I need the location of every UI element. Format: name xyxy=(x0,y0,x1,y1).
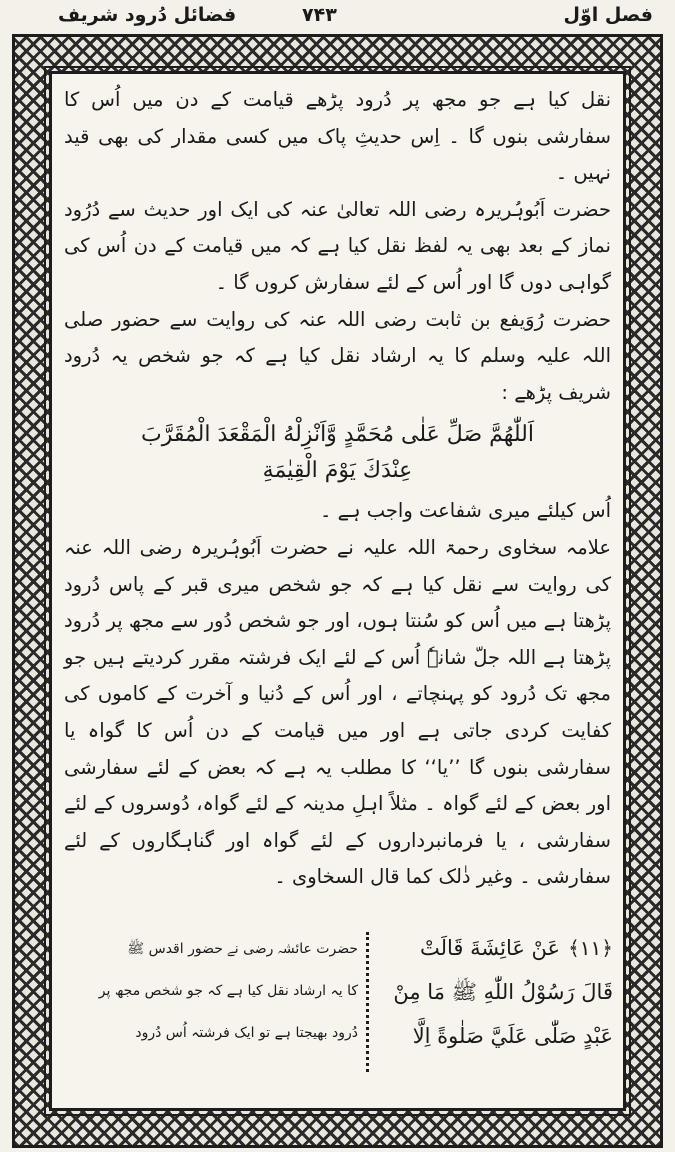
hadith-translation-line: حضرت عائشہ رضی نے حضور اقدس ﷺ xyxy=(127,941,358,957)
book-title: فضائل دُرود شریف xyxy=(58,4,237,26)
body-text xyxy=(64,82,611,896)
hadith-translation-line: کا یہ ارشاد نقل کیا ہے کہ جو شخص مجھ پر xyxy=(98,983,358,999)
paragraph: نقل کیا ہے جو مجھ پر دُرود پڑھے قیامت کے دن میں اُس کا سفارشی بنوں گا ۔ اِس حدیثِ پاک میں کسی مقدار کی بھی قید نہیں ۔ xyxy=(64,88,611,185)
text-panel xyxy=(49,71,626,1111)
hadith-translation-line: دُرود بھیجتا ہے تو ایک فرشتہ اُس دُرود xyxy=(135,1025,358,1041)
verse-line: عِنْدَكَ يَوْمَ الْقِيٰمَةِ xyxy=(262,458,413,484)
paragraph: حضرت رُوَیفع بن ثابت رضی اللہ عنہ کی روایت سے حضور صلی اللہ علیہ وسلم کا یہ ارشاد نقل کیا ہے کہ جو شخص یہ دُرود شریف پڑھے : xyxy=(64,307,611,404)
paragraph: علامہ سخاوی رحمۃ اللہ علیہ نے حضرت اَبُوہُریرہ رضی اللہ عنہ کی روایت سے نقل کیا ہے کہ جو شخص میری قبر کے پاس دُرود پڑھتا ہے میں اُس کو سُنتا ہوں، اور جو شخص دُور سے مجھ پر دُرود پڑھتا ہے اللہ جلّ شانہٗ اُس کے لئے ایک فرشتہ مقرر کردیتے ہیں جو مجھ تک دُرود کو پہنچاتے ، اور اُس کے دُنیا و آخرت کے کاموں کی کفایت کردی جاتی ہے اور میں قیامت کے دن اُس کا گواہ یا سفارشی بنوں گا ’’یا‘‘ کا مطلب یہ ہے کہ بعض کے لئے سفارشی اور بعض کے لئے گواہ ۔ مثلاً اہلِ مدینہ کے لئے گواہ، دُوسروں کے لئے سفارشی ، یا فرمانبرداروں کے لئے گواہ اور گناہگاروں کے لئے سفارشی ۔ وغیر ذٰلک كما قال السخاوی ۔ xyxy=(64,535,611,889)
verse-line: اَللّٰهُمَّ صَلِّ عَلٰی مُحَمَّدٍ وَّاَنْزِلْهُ الْمَقْعَدَ الْمُقَرَّبَ xyxy=(140,422,534,448)
column-divider xyxy=(366,932,369,1072)
durood-verse xyxy=(64,417,611,489)
paragraph: حضرت اَبُوہُریرہ رضی اللہ تعالیٰ عنہ کی ایک اور حدیث سے دُرُود نماز کے بعد بھی یہ لفظ نقل کیا ہے کہ میں قیامت کے دن اُس کی گواہی دوں گا اور اُس کے لئے سفارش کروں گا ۔ xyxy=(64,197,611,294)
hadith-arabic-line: عَنْ عَائِشَةَ قَالَتْ xyxy=(419,936,561,960)
page-number: ۷۴۳ xyxy=(302,4,337,26)
hadith-arabic xyxy=(321,926,613,1058)
ornamental-border xyxy=(12,34,663,1148)
hadith-arabic-line: عَبْدٍ صَلّٰى عَلَيَّ صَلٰوةً اِلَّا xyxy=(412,1024,613,1048)
chapter-heading: فصل اوّل xyxy=(563,4,653,26)
hadith-number: ﴿۱۱﴾ xyxy=(568,936,613,960)
running-header xyxy=(0,0,675,34)
paragraph: اُس کیلئے میری شفاعت واجب ہے ۔ xyxy=(320,499,611,523)
hadith-translation xyxy=(62,928,358,1054)
hadith-block xyxy=(62,926,613,1076)
hadith-arabic-line: قَالَ رَسُوْلُ اللّٰهِ ﷺ مَا مِنْ xyxy=(393,980,613,1004)
